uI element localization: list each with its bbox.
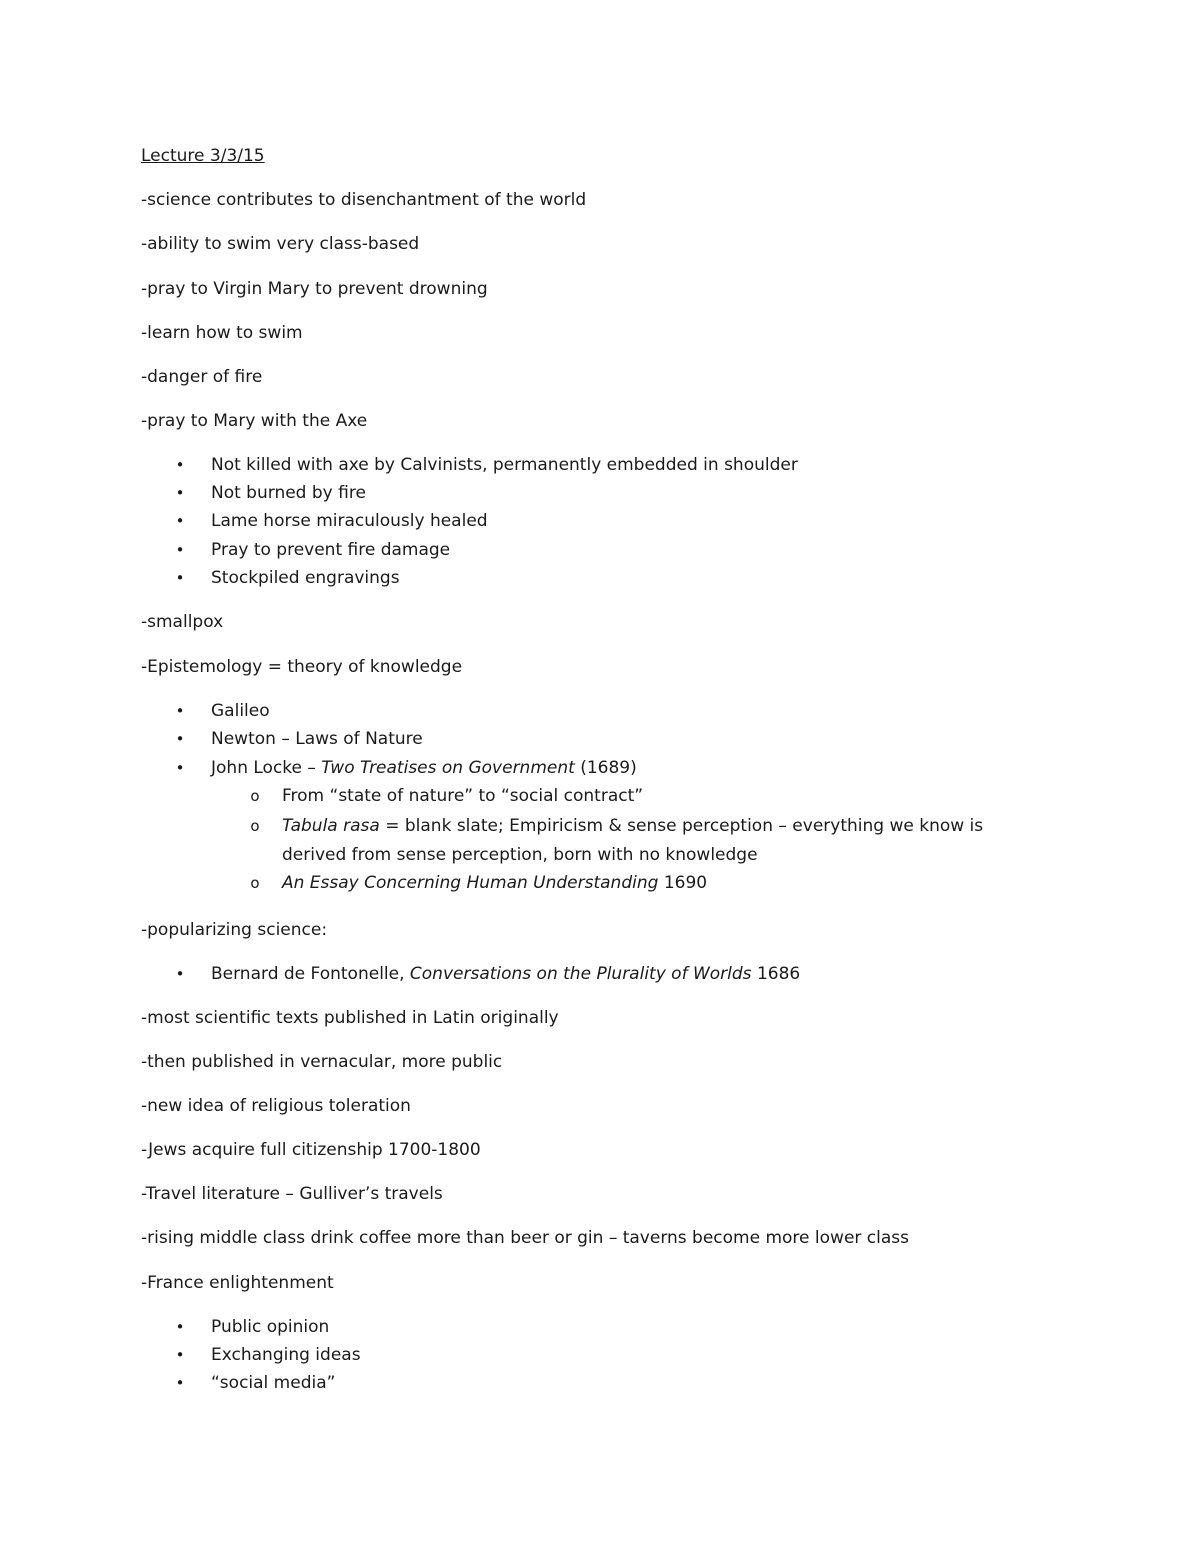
bullet-icon: • <box>175 569 185 587</box>
locke-prefix: John Locke – <box>211 758 322 778</box>
list-item: Lame horse miraculously healed <box>211 511 488 531</box>
tabula-rasa-term: Tabula rasa <box>282 816 380 836</box>
note-line: -pray to Mary with the Axe <box>141 411 368 431</box>
list-item: Not burned by fire <box>211 483 366 503</box>
locke-title: Two Treatises on Government <box>321 758 575 778</box>
bullet-icon: • <box>175 1346 185 1364</box>
list-item: Newton – Laws of Nature <box>211 729 423 749</box>
bullet-icon: • <box>175 541 185 559</box>
sub-bullet-icon: o <box>250 817 260 835</box>
fontenelle-author: Bernard de Fontonelle, <box>211 964 410 984</box>
page-title: Lecture 3/3/15 <box>141 146 265 166</box>
list-item-locke <box>211 757 637 779</box>
note-line: -rising middle class drink coffee more than beer or gin – taverns become more lower class <box>141 1228 909 1248</box>
bullet-icon: • <box>175 730 185 748</box>
essay-year: 1690 <box>658 873 708 893</box>
note-line: -Travel literature – Gulliver’s travels <box>141 1184 443 1204</box>
list-item: Stockpiled engravings <box>211 568 400 588</box>
sub-list-item-continuation: derived from sense perception, born with no knowledge <box>282 845 758 865</box>
sub-list-item: From “state of nature” to “social contract” <box>282 786 644 806</box>
list-item: Exchanging ideas <box>211 1345 361 1365</box>
note-line: -smallpox <box>141 612 224 632</box>
note-line: -new idea of religious toleration <box>141 1096 411 1116</box>
bullet-icon: • <box>175 1374 185 1392</box>
list-item: “social media” <box>211 1373 336 1393</box>
note-line: -science contributes to disenchantment of the world <box>141 190 587 210</box>
fontenelle-title: Conversations on the Plurality of Worlds <box>409 964 752 984</box>
note-line: -Epistemology = theory of knowledge <box>141 657 463 677</box>
bullet-icon: • <box>175 1318 185 1336</box>
bullet-icon: • <box>175 484 185 502</box>
sub-bullet-icon: o <box>250 787 260 805</box>
bullet-icon: • <box>175 965 185 983</box>
list-item-fontenelle <box>211 963 800 985</box>
fontenelle-year: 1686 <box>751 964 801 984</box>
tabula-rasa-definition: = blank slate; Empiricism & sense perception – everything we know is <box>379 816 984 836</box>
note-line: -danger of fire <box>141 367 263 387</box>
note-line: -then published in vernacular, more public <box>141 1052 503 1072</box>
list-item: Not killed with axe by Calvinists, permanently embedded in shoulder <box>211 455 798 475</box>
essay-title: An Essay Concerning Human Understanding <box>282 873 659 893</box>
note-line: -most scientific texts published in Latin originally <box>141 1008 559 1028</box>
note-line: -ability to swim very class-based <box>141 234 420 254</box>
locke-year: (1689) <box>574 758 637 778</box>
sub-list-item-essay <box>282 872 707 894</box>
bullet-icon: • <box>175 702 185 720</box>
list-item: Galileo <box>211 701 270 721</box>
sub-list-item-tabula <box>282 815 983 837</box>
list-item: Pray to prevent fire damage <box>211 540 451 560</box>
note-line: -pray to Virgin Mary to prevent drowning <box>141 279 488 299</box>
list-item: Public opinion <box>211 1317 330 1337</box>
bullet-icon: • <box>175 512 185 530</box>
note-line: -learn how to swim <box>141 323 303 343</box>
bullet-icon: • <box>175 456 185 474</box>
sub-bullet-icon: o <box>250 874 260 892</box>
note-line: -popularizing science: <box>141 920 328 940</box>
note-line: -France enlightenment <box>141 1273 334 1293</box>
bullet-icon: • <box>175 759 185 777</box>
note-line: -Jews acquire full citizenship 1700-1800 <box>141 1140 481 1160</box>
